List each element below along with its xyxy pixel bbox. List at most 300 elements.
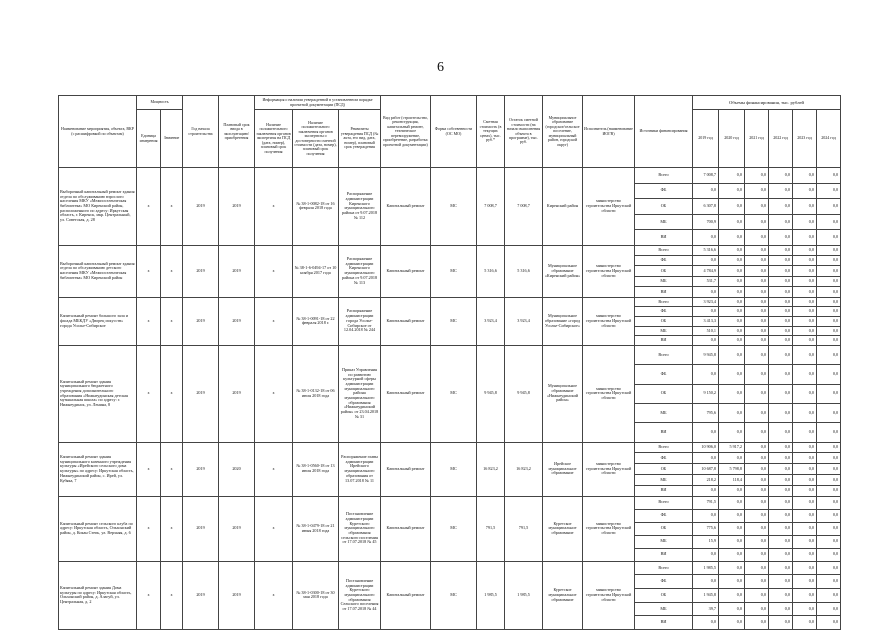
funding-value: 0,0 [719,575,745,589]
funding-value: 0,0 [745,485,769,496]
funding-value: 1 945,8 [693,588,719,602]
funding-value: 0,0 [769,384,793,403]
funding-value: 0,0 [745,384,769,403]
funding-value: 0,0 [693,230,719,246]
capacity-value: х [161,297,183,345]
cost-estimate: 3 923,4 [477,297,505,345]
funding-value: 1 985,5 [693,561,719,575]
funding-source: ФБ [635,365,693,384]
ownership: МС [431,297,477,345]
header-approval-details: Реквизиты утверждения ПСД (№ акта, его вид, дата, номер), плановый срок утверждения [339,110,381,168]
object-name: Капитальный ремонт здания муниципального бюджетного учреждения дополнительного образования «Нижнеудинская детская музыкальная школа» по адресу: г. Нижнеудинск, ул. Ленина, 8 [59,345,137,442]
funding-value: 15,9 [693,535,719,548]
funding-value: 0,0 [793,336,817,346]
funding-value: 0,0 [693,287,719,297]
funding-value: 0,0 [817,485,841,496]
funding-value: 0,0 [793,326,817,336]
funding-value: 0,0 [793,602,817,616]
funding-value: 0,0 [693,548,719,561]
funding-value: 0,0 [693,256,719,266]
ownership: МС [431,561,477,629]
header-funding-source: Источники финансирования [635,96,693,168]
table-header [59,96,869,168]
cost-estimate: 7 008,7 [477,168,505,246]
funding-value: 0,0 [693,616,719,630]
funding-value: 0,0 [817,522,841,535]
funding-source: ВИ [635,423,693,442]
table-row [59,442,869,453]
funding-value: 0,0 [745,214,769,230]
capacity-unit: х [137,245,161,297]
header-planned-term: Плановый срок ввода в эксплуатацию/приобретения [219,96,255,168]
funding-source: ОБ [635,316,693,326]
positive-conclusion-cost: № 38-1-0082-18 от 16 февраля 2018 года [293,168,339,246]
header-year-2024: 2024 год [817,110,841,168]
municipality: Киренский район [543,168,583,246]
funding-value: 0,0 [793,442,817,453]
municipality: Муниципальное образование «Киренский район» [543,245,583,297]
funding-value: 0,0 [793,297,817,307]
funding-value: 0,0 [745,365,769,384]
remaining-cost: 5 316,6 [505,245,543,297]
funding-value: 0,0 [745,276,769,286]
funding-value: 0,0 [745,588,769,602]
funding-value: 0,0 [793,168,817,184]
funding-value: 531,7 [693,276,719,286]
funding-value: 0,0 [817,199,841,215]
funding-value: 0,0 [769,548,793,561]
funding-value: 0,0 [719,297,745,307]
funding-value: 10 687,8 [693,464,719,475]
positive-conclusion: х [255,345,293,442]
approval-details: Постановление администрации Куретского муниципального образования сельского поселения от 17.07.2018 № 45 [339,496,381,561]
funding-source: Всего [635,168,693,184]
funding-value: 0,0 [769,183,793,199]
funding-value: 0,0 [693,575,719,589]
funding-source: Всего [635,496,693,509]
funding-value: 0,0 [817,475,841,486]
funding-source: ФБ [635,183,693,199]
positive-conclusion: х [255,561,293,629]
investment-program-table [58,95,869,630]
funding-value: 0,0 [817,183,841,199]
header-ownership: Форма собственности (ОС МО) [431,96,477,168]
funding-value: 0,0 [817,214,841,230]
planned-term: 2019 [219,297,255,345]
funding-value: 0,0 [719,588,745,602]
positive-conclusion: х [255,442,293,496]
funding-value: 0,0 [745,403,769,422]
table-row [59,245,869,255]
header-year-2019: 2019 год [693,110,719,168]
table-row [59,345,869,364]
funding-source: ВИ [635,336,693,346]
funding-value: 0,0 [817,561,841,575]
funding-value: 7 008,7 [693,168,719,184]
funding-value: 0,0 [745,307,769,317]
work-type: Капитальный ремонт [381,345,431,442]
funding-source: ОБ [635,464,693,475]
funding-value: 0,0 [719,230,745,246]
header-value: Значение [161,110,183,168]
funding-value: 0,0 [719,509,745,522]
funding-value: 0,0 [817,365,841,384]
table-row [59,168,869,184]
funding-value: 0,0 [769,535,793,548]
remaining-cost: 16 823,2 [505,442,543,496]
funding-value: 0,0 [769,561,793,575]
positive-conclusion-cost: № 38-1-0479-18 от 21 июня 2018 года [293,496,339,561]
funding-value: 795,6 [693,403,719,422]
capacity-value: х [161,442,183,496]
work-type: Капитальный ремонт [381,496,431,561]
funding-value: 0,0 [769,423,793,442]
funding-source: МБ [635,403,693,422]
funding-value: 0,0 [817,588,841,602]
capacity-value: х [161,345,183,442]
funding-source: Всего [635,561,693,575]
funding-value: 0,0 [745,183,769,199]
funding-value: 0,0 [817,464,841,475]
funding-value: 0,0 [817,168,841,184]
funding-value: 0,0 [719,336,745,346]
remaining-cost: 1 985,5 [505,561,543,629]
header-cost-estimate: Сметная стоимость (в текущих ценах), тыс. руб.* [477,96,505,168]
funding-value: 0,0 [817,336,841,346]
capacity-value: х [161,168,183,246]
capacity-unit: х [137,168,161,246]
funding-value: 0,0 [719,256,745,266]
executor: министерство строительства Иркутской области [583,496,635,561]
executor: министерство строительства Иркутской области [583,297,635,345]
funding-value: 0,0 [719,423,745,442]
funding-value: 0,0 [817,509,841,522]
funding-source: Всего [635,297,693,307]
funding-value: 0,0 [693,485,719,496]
funding-value: 0,0 [745,336,769,346]
funding-value: 0,0 [817,535,841,548]
funding-value: 0,0 [769,276,793,286]
funding-value: 9 945,8 [693,345,719,364]
capacity-unit: х [137,345,161,442]
funding-value: 9 150,2 [693,384,719,403]
funding-source: МБ [635,535,693,548]
funding-value: 0,0 [745,199,769,215]
funding-value: 0,0 [817,453,841,464]
funding-value: 0,0 [745,297,769,307]
ownership: МС [431,168,477,246]
start-year: 2019 [183,561,219,629]
funding-value: 0,0 [817,548,841,561]
funding-value: 4 784,9 [693,266,719,276]
funding-value: 0,0 [693,183,719,199]
funding-value: 0,0 [769,287,793,297]
positive-conclusion: х [255,245,293,297]
cost-estimate: 16 823,2 [477,442,505,496]
funding-value: 0,0 [745,245,769,255]
positive-conclusion-cost: № 38-1-0560-18 от 13 июля 2018 года [293,442,339,496]
executor: министерство строительства Иркутской области [583,245,635,297]
funding-value: 0,0 [817,230,841,246]
municipality: Ирейское муниципальное образование [543,442,583,496]
remaining-cost: 7 008,7 [505,168,543,246]
start-year: 2019 [183,345,219,442]
funding-value: 0,0 [745,345,769,364]
funding-value: 0,0 [793,214,817,230]
funding-value: 118,4 [719,475,745,486]
funding-value: 791,5 [693,496,719,509]
ownership: МС [431,496,477,561]
start-year: 2019 [183,245,219,297]
ownership: МС [431,245,477,297]
funding-source: ВИ [635,485,693,496]
funding-value: 0,0 [769,345,793,364]
funding-value: 0,0 [793,230,817,246]
municipality: Муниципальное образование «город Усолье-Сибирское» [543,297,583,345]
table-row [59,496,869,509]
header-remaining-cost: Остаток сметной стоимости (на начало выполнения объекта в программе), тыс. руб. [505,96,543,168]
municipality: Куретское муниципальное образование [543,561,583,629]
funding-value: 0,0 [793,256,817,266]
funding-source: МБ [635,326,693,336]
funding-value: 0,0 [793,588,817,602]
funding-value: 0,0 [769,464,793,475]
funding-value: 0,0 [719,561,745,575]
cost-estimate: 791,5 [477,496,505,561]
funding-value: 0,0 [719,522,745,535]
object-name: Выборочный капитальный ремонт здания отдела по обслуживанию взрослого населения МКУ «Межпоселенческая библиотека» МО Киренский район, расположенного по адресу: Иркутская область, г. Киренск, мкр. Центральный, ул. Советская, д. 28 [59,168,137,246]
page-number: 6 [437,60,444,75]
funding-value: 0,0 [719,214,745,230]
funding-value: 0,0 [793,575,817,589]
funding-value: 0,0 [769,509,793,522]
table-body [59,168,869,630]
funding-value: 0,0 [719,183,745,199]
positive-conclusion-cost: № 38-1-0300-18 от 30 мая 2018 года [293,561,339,629]
positive-conclusion: х [255,297,293,345]
funding-value: 0,0 [745,442,769,453]
header-positive-conclusion: Наличие положительного заключения органов экспертизы на ПСД (дата, номер), плановый срок получения [255,110,293,168]
funding-value: 0,0 [719,168,745,184]
work-type: Капитальный ремонт [381,297,431,345]
approval-details: Распоряжение администрации города Усолье-Сибирское от 12.04.2018 № 244 [339,297,381,345]
funding-value: 0,0 [745,602,769,616]
funding-value: 0,0 [745,548,769,561]
funding-source: ВИ [635,616,693,630]
funding-value: 0,0 [719,496,745,509]
funding-source: ФБ [635,307,693,317]
planned-term: 2019 [219,345,255,442]
funding-value: 0,0 [745,616,769,630]
funding-value: 218,2 [693,475,719,486]
funding-value: 0,0 [745,453,769,464]
header-work-type: Вид работ (строительство, реконструкция, капитальный ремонт, техническое перевооружение, приобретение, разработка проектной документации) [381,96,431,168]
object-name: Капитальный ремонт большого зала и фасада МБКДУ «Дворец искусств» города Усолье-Сибирское [59,297,137,345]
funding-value: 0,0 [793,423,817,442]
funding-value: 0,0 [745,496,769,509]
cost-estimate: 5 316,6 [477,245,505,297]
funding-value: 0,0 [817,316,841,326]
funding-source: ОБ [635,384,693,403]
funding-value: 5 917,2 [719,442,745,453]
municipality: Муниципальное образование «Нижнеудинский район» [543,345,583,442]
funding-value: 0,0 [793,496,817,509]
funding-value: 0,0 [817,345,841,364]
approval-details: Распоряжение администрации Киренского муниципального района от 9.07.2018 № 112 [339,168,381,246]
funding-source: ВИ [635,230,693,246]
funding-value: 0,0 [817,266,841,276]
funding-value: 0,0 [769,442,793,453]
funding-value: 0,0 [817,575,841,589]
funding-source: Всего [635,345,693,364]
planned-term: 2019 [219,496,255,561]
funding-value: 0,0 [693,509,719,522]
funding-value: 0,0 [719,485,745,496]
funding-value: 0,0 [693,453,719,464]
funding-value: 0,0 [719,453,745,464]
funding-value: 0,0 [719,365,745,384]
executor: министерство строительства Иркутской области [583,442,635,496]
capacity-value: х [161,561,183,629]
object-name: Выборочный капитальный ремонт здания отдела по обслуживанию детского населения МКУ «Межпоселенческая библиотека» МО Киренский район [59,245,137,297]
funding-value: 0,0 [719,307,745,317]
funding-value: 0,0 [745,256,769,266]
funding-source: ОБ [635,266,693,276]
funding-value: 0,0 [745,575,769,589]
funding-value: 0,0 [769,403,793,422]
capacity-value: х [161,245,183,297]
funding-value: 0,0 [793,475,817,486]
executor: министерство строительства Иркутской области [583,168,635,246]
funding-value: 5 798,8 [719,464,745,475]
cost-estimate: 9 945,8 [477,345,505,442]
funding-value: 0,0 [817,297,841,307]
funding-value: 0,0 [745,475,769,486]
funding-value: 0,0 [817,403,841,422]
funding-value: 0,0 [817,616,841,630]
funding-source: ОБ [635,522,693,535]
funding-value: 3 923,4 [693,297,719,307]
header-name: Наименование мероприятия, объекта, ВКР (с расшифровкой по объектам) [59,96,137,168]
funding-value: 0,0 [745,316,769,326]
funding-value: 0,0 [719,602,745,616]
funding-source: МБ [635,475,693,486]
work-type: Капитальный ремонт [381,168,431,246]
approval-details: Приказ Управления по развитию культурной сферы администрации муниципального района муниципального образования «Нижнеудинский район» от 23.04.2018 № 31 [339,345,381,442]
funding-value: 0,0 [793,307,817,317]
funding-value: 0,0 [745,266,769,276]
funding-source: ОБ [635,588,693,602]
funding-value: 0,0 [769,316,793,326]
header-year-2021: 2021 год [745,110,769,168]
planned-term: 2019 [219,561,255,629]
funding-value: 0,0 [745,561,769,575]
object-name: Капитальный ремонт здания Дома культуры по адресу: Иркутская область, Ольхонский район, д. Алагуй, ул. Центральная, д. 2 [59,561,137,629]
funding-value: 0,0 [793,316,817,326]
funding-value: 0,0 [719,199,745,215]
funding-value: 0,0 [769,602,793,616]
funding-value: 0,0 [793,384,817,403]
funding-value: 0,0 [693,423,719,442]
funding-value: 3 413,3 [693,316,719,326]
funding-value: 0,0 [769,336,793,346]
funding-value: 0,0 [769,365,793,384]
remaining-cost: 3 923,4 [505,297,543,345]
executor: министерство строительства Иркутской области [583,561,635,629]
funding-source: ФБ [635,509,693,522]
header-municipality: Муниципальное образование (городское/сельское поселение, муниципальный район, городской округ) [543,96,583,168]
ownership: МС [431,345,477,442]
capacity-value: х [161,496,183,561]
funding-value: 0,0 [769,496,793,509]
funding-value: 0,0 [793,276,817,286]
funding-value: 0,0 [769,616,793,630]
funding-value: 775,6 [693,522,719,535]
remaining-cost: 791,5 [505,496,543,561]
funding-value: 6 307,8 [693,199,719,215]
funding-source: ВИ [635,287,693,297]
funding-value: 0,0 [745,168,769,184]
funding-source: МБ [635,214,693,230]
funding-value: 0,0 [769,326,793,336]
approval-details: Распоряжение главы администрации Ирейского муниципального образования от 13.07.2018 № 11 [339,442,381,496]
funding-value: 0,0 [693,336,719,346]
header-year-2023: 2023 год [793,110,817,168]
positive-conclusion-cost: № 38-1-0091-18 от 22 февраля 2018 г. [293,297,339,345]
funding-value: 0,0 [719,276,745,286]
positive-conclusion: х [255,168,293,246]
funding-value: 0,0 [719,245,745,255]
funding-value: 0,0 [745,423,769,442]
funding-value: 0,0 [745,509,769,522]
funding-source: МБ [635,276,693,286]
positive-conclusion-cost: № 38-1-6-0494-17 от 10 ноября 2017 года [293,245,339,297]
funding-value: 0,0 [793,403,817,422]
funding-value: 0,0 [817,442,841,453]
funding-value: 0,0 [793,616,817,630]
capacity-unit: х [137,297,161,345]
object-name: Капитальный ремонт сельского клуба по адресу: Иркутская область, Ольхонский район, д. Кокан Степь, ул. Верхняя, д. 6 [59,496,137,561]
funding-value: 0,0 [769,230,793,246]
funding-value: 0,0 [719,535,745,548]
funding-value: 0,0 [769,588,793,602]
funding-value: 0,0 [769,453,793,464]
work-type: Капитальный ремонт [381,442,431,496]
cost-estimate: 1 985,5 [477,561,505,629]
funding-value: 0,0 [793,561,817,575]
funding-value: 0,0 [817,307,841,317]
capacity-unit: х [137,442,161,496]
object-name: Капитальный ремонт здания муниципального казенного учреждения культуры «Ирейского сельского дома культуры» по адресу: Иркутская область, Нижнеудинский район, с. Ирей, ул. Кубяка, 7 [59,442,137,496]
funding-source: ФБ [635,256,693,266]
funding-source: ОБ [635,199,693,215]
funding-value: 0,0 [719,384,745,403]
funding-value: 0,0 [769,475,793,486]
header-volumes: Объемы финансирования, тыс. рублей [693,96,841,110]
funding-value: 0,0 [745,287,769,297]
funding-value: 39,7 [693,602,719,616]
funding-value: 0,0 [719,616,745,630]
funding-value: 0,0 [817,256,841,266]
funding-value: 0,0 [817,326,841,336]
header-year-2022: 2022 год [769,110,793,168]
funding-value: 0,0 [793,535,817,548]
header-capacity: Мощность [137,96,183,110]
positive-conclusion-cost: № 38-1-0132-18 от 06 июля 2018 года [293,345,339,442]
header-unit: Единица измерения [137,110,161,168]
funding-value: 0,0 [769,266,793,276]
planned-term: 2019 [219,168,255,246]
